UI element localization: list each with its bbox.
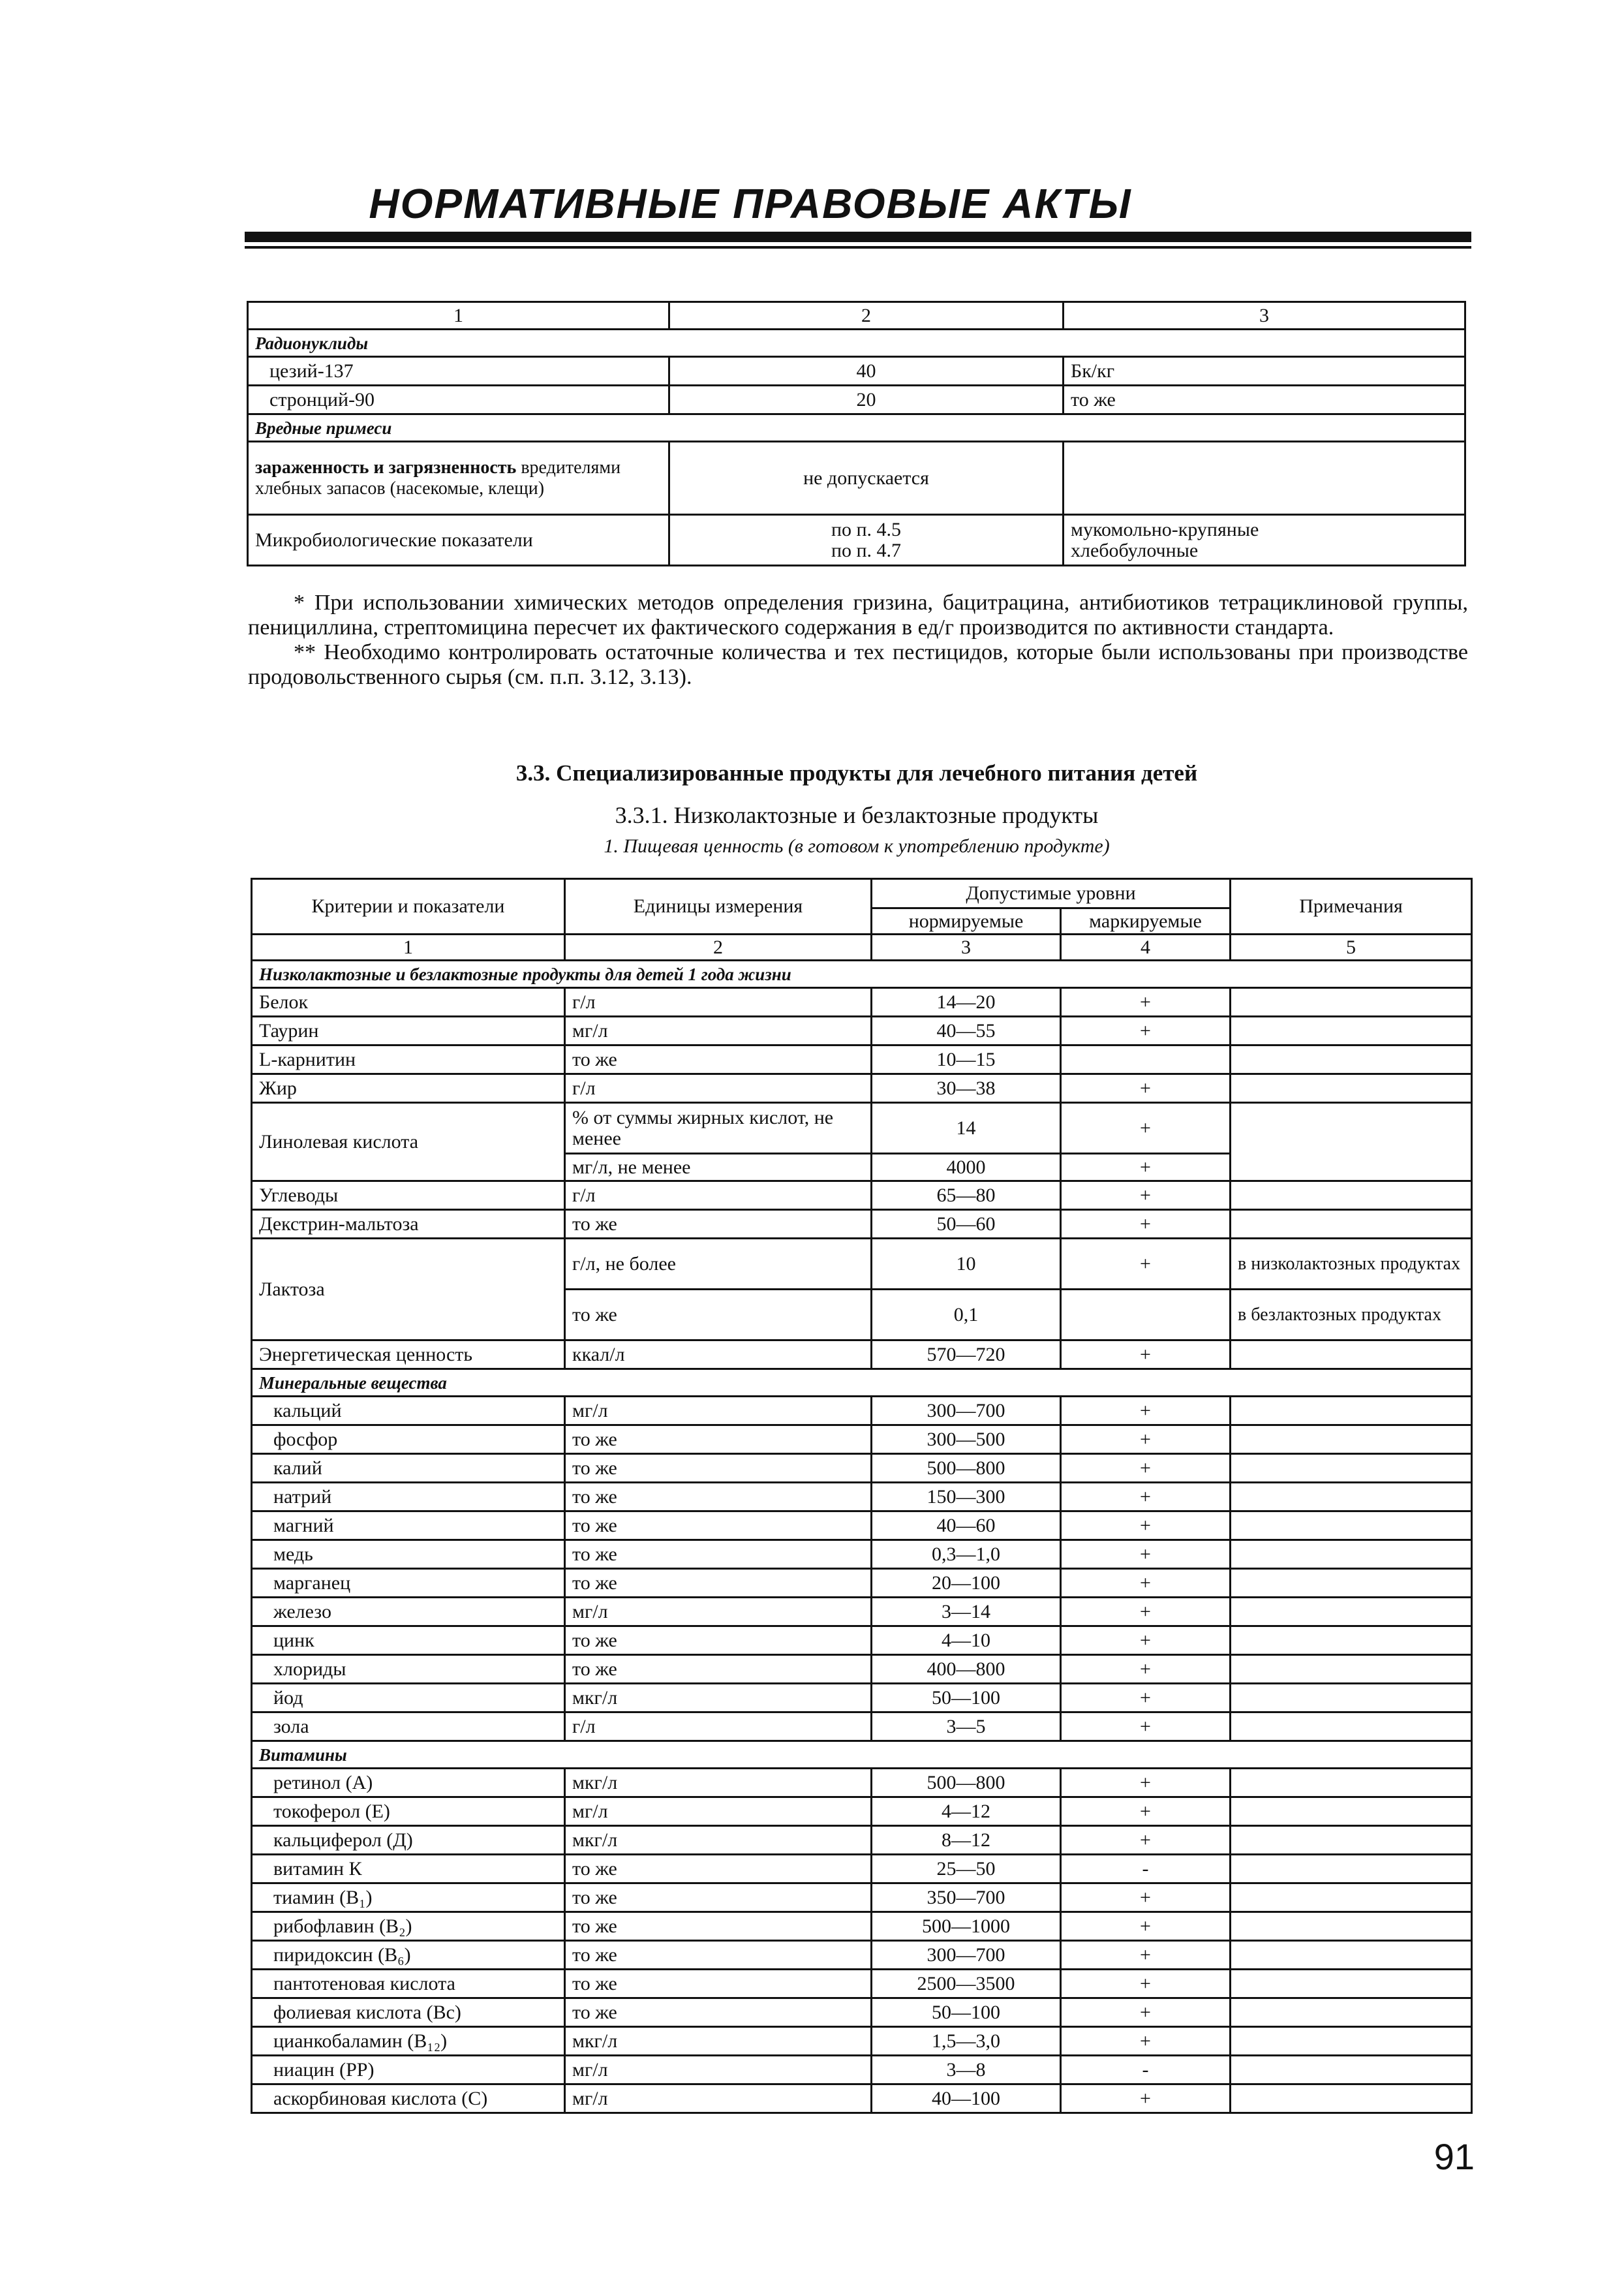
- table-cell: магний: [252, 1511, 565, 1540]
- section-row: [248, 414, 1465, 442]
- table-cell: г/л: [565, 988, 872, 1017]
- table-cell: [1231, 1912, 1472, 1941]
- table-cell: 4—10: [872, 1626, 1061, 1655]
- header-rule: [245, 232, 1471, 242]
- table-cell: 30—38: [872, 1074, 1061, 1103]
- table-cell: токоферол (Е): [252, 1797, 565, 1826]
- table-cell: % от суммы жирных кислот, не менее: [565, 1103, 872, 1154]
- table-cell: [1231, 1970, 1472, 1998]
- table-cell: 4—12: [872, 1797, 1061, 1826]
- page-header-title: НОРМАТИВНЫЕ ПРАВОВЫЕ АКТЫ: [369, 180, 1132, 227]
- table-cell: [1231, 1454, 1472, 1483]
- table-cell: +: [1061, 1797, 1231, 1826]
- table-cell: то же: [565, 1210, 872, 1239]
- footnotes: [248, 591, 1468, 690]
- table-cell: хлориды: [252, 1655, 565, 1684]
- table-row: [252, 1769, 1472, 1797]
- table-cell: 3: [872, 935, 1061, 961]
- table-cell: ккал/л: [565, 1340, 872, 1369]
- table-row: [248, 515, 1465, 566]
- table-cell: +: [1061, 1998, 1231, 2027]
- table-cell: цезий-137: [248, 357, 669, 386]
- table-row: [252, 1397, 1472, 1425]
- table-row: [252, 1210, 1472, 1239]
- table-row: [252, 1655, 1472, 1684]
- table-cell: [1231, 1210, 1472, 1239]
- table-cell: калий: [252, 1454, 565, 1483]
- table-cell: кальций: [252, 1397, 565, 1425]
- section-title: 3.3. Специализированные продукты для лечебного питания детей: [515, 760, 1198, 786]
- table-cell: стронций-90: [248, 386, 669, 414]
- section-heading: Низколактозные и безлактозные продукты для детей 1 года жизни: [252, 961, 1472, 988]
- table-cell: +: [1061, 1340, 1231, 1369]
- table-row: [252, 935, 1472, 961]
- table-cell: [1231, 1397, 1472, 1425]
- table-cell: 20: [669, 386, 1064, 414]
- table-cell: +: [1061, 1017, 1231, 1045]
- table-caption: 1. Пищевая ценность (в готовом к употреблению продукте): [604, 835, 1110, 857]
- table-cell: [1231, 1655, 1472, 1684]
- table-cell: Лактоза: [252, 1239, 565, 1340]
- table-cell: мг/л, не менее: [565, 1154, 872, 1181]
- table-cell: 500—800: [872, 1769, 1061, 1797]
- table-row: [252, 2084, 1472, 2113]
- table-cell: +: [1061, 1239, 1231, 1290]
- table-cell: +: [1061, 1511, 1231, 1540]
- table-cell: мг/л: [565, 1598, 872, 1626]
- table-cell: Энергетическая ценность: [252, 1340, 565, 1369]
- table-cell: [1231, 1074, 1472, 1103]
- table-cell: 500—1000: [872, 1912, 1061, 1941]
- header-cell: нормируемые: [872, 908, 1061, 935]
- table-cell: 25—50: [872, 1855, 1061, 1883]
- table-row: [248, 302, 1465, 330]
- table-cell: цианкобаламин (B₁₂): [252, 2027, 565, 2056]
- footnote: ** Необходимо контролировать остаточные количества и тех пестицидов, которые были использованы при производстве продовольственного сырья (см. п.п. 3.12, 3.13).: [248, 640, 1468, 689]
- table-cell: то же: [1064, 386, 1465, 414]
- table-cell: 500—800: [872, 1454, 1061, 1483]
- contaminants-table: [247, 301, 1466, 566]
- table-row: [252, 2056, 1472, 2084]
- table-cell: не допускается: [669, 442, 1064, 515]
- table-cell: +: [1061, 1626, 1231, 1655]
- header-cell: Примечания: [1231, 879, 1472, 935]
- table-cell: 570—720: [872, 1340, 1061, 1369]
- table-cell: 5: [1231, 935, 1472, 961]
- table-cell: [1231, 1598, 1472, 1626]
- table-row: [252, 1425, 1472, 1454]
- table-cell: Жир: [252, 1074, 565, 1103]
- table-row: [252, 1045, 1472, 1074]
- header-cell: Допустимые уровни: [872, 879, 1231, 908]
- table-cell: 1: [248, 302, 669, 330]
- table-cell: то же: [565, 1970, 872, 1998]
- table-cell: 3—8: [872, 2056, 1061, 2084]
- table-cell: [1231, 1626, 1472, 1655]
- table-cell: то же: [565, 1511, 872, 1540]
- table-row: [252, 1797, 1472, 1826]
- table-cell: марганец: [252, 1569, 565, 1598]
- table-row: [252, 1074, 1472, 1103]
- table-cell: то же: [565, 1998, 872, 2027]
- header-rule-thin: [245, 246, 1471, 249]
- table-cell: +: [1061, 1684, 1231, 1712]
- table-cell: 40: [669, 357, 1064, 386]
- table-cell: +: [1061, 1454, 1231, 1483]
- table-cell: [1231, 1998, 1472, 2027]
- table-cell: +: [1061, 1826, 1231, 1855]
- table-cell: по п. 4.5 по п. 4.7: [669, 515, 1064, 566]
- table-cell: -: [1061, 1855, 1231, 1883]
- table-cell: 50—60: [872, 1210, 1061, 1239]
- table-cell: мг/л: [565, 2084, 872, 2113]
- table-cell: 50—100: [872, 1998, 1061, 2027]
- table-row: [252, 1239, 1472, 1290]
- table-cell: +: [1061, 1712, 1231, 1741]
- table-cell: [1231, 1045, 1472, 1074]
- header-cell: Единицы измерения: [565, 879, 872, 935]
- table-cell: 1: [252, 935, 565, 961]
- table-cell: +: [1061, 1769, 1231, 1797]
- table-cell: [1061, 1045, 1231, 1074]
- table-cell: 2500—3500: [872, 1970, 1061, 1998]
- table-cell: в низколактозных продуктах: [1231, 1239, 1472, 1290]
- table-cell: 4: [1061, 935, 1231, 961]
- section-heading: Минеральные вещества: [252, 1369, 1472, 1397]
- table-row: [252, 1103, 1472, 1154]
- table-cell: Линолевая кислота: [252, 1103, 565, 1181]
- table-cell: +: [1061, 1655, 1231, 1684]
- table-cell: то же: [565, 1912, 872, 1941]
- table-row: [252, 1598, 1472, 1626]
- section-heading: Вредные примеси: [248, 414, 1465, 442]
- table-cell: 2: [565, 935, 872, 961]
- table-cell: 3: [1064, 302, 1465, 330]
- table-cell: Бк/кг: [1064, 357, 1465, 386]
- table-cell: фолиевая кислота (Вс): [252, 1998, 565, 2027]
- table-cell: 50—100: [872, 1684, 1061, 1712]
- table-cell: мг/л: [565, 1017, 872, 1045]
- table-cell: пиридоксин (B₆): [252, 1941, 565, 1970]
- table-row: [252, 1483, 1472, 1511]
- table-cell: [1231, 1340, 1472, 1369]
- table-cell: [1231, 988, 1472, 1017]
- table-cell: мг/л: [565, 1397, 872, 1425]
- table-cell: [1231, 1540, 1472, 1569]
- table-cell: [1231, 1103, 1472, 1181]
- table-cell: 8—12: [872, 1826, 1061, 1855]
- table-cell: [1231, 2027, 1472, 2056]
- table-cell: кальциферол (Д): [252, 1826, 565, 1855]
- table-cell: +: [1061, 2084, 1231, 2113]
- table-cell: +: [1061, 988, 1231, 1017]
- table-cell: медь: [252, 1540, 565, 1569]
- table-cell: [1064, 442, 1465, 515]
- section-row: [248, 330, 1465, 357]
- table-cell: Декстрин-мальтоза: [252, 1210, 565, 1239]
- table-cell: то же: [565, 1626, 872, 1655]
- section-row: [252, 1741, 1472, 1769]
- table-row: [252, 1826, 1472, 1855]
- table-cell: мг/л: [565, 2056, 872, 2084]
- table-cell: [1231, 1797, 1472, 1826]
- header-cell: Критерии и показатели: [252, 879, 565, 935]
- table-row: [252, 1941, 1472, 1970]
- table-cell: ниацин (РР): [252, 2056, 565, 2084]
- table-cell: то же: [565, 1855, 872, 1883]
- table-cell: зола: [252, 1712, 565, 1741]
- table-cell: [1231, 1826, 1472, 1855]
- table-cell: 14—20: [872, 988, 1061, 1017]
- table-cell: +: [1061, 1941, 1231, 1970]
- table-cell: то же: [565, 1655, 872, 1684]
- table-cell: 1,5—3,0: [872, 2027, 1061, 2056]
- table-row: [252, 1998, 1472, 2027]
- table-row: [248, 357, 1465, 386]
- table-cell: [1061, 1290, 1231, 1340]
- table-cell: +: [1061, 1154, 1231, 1181]
- table-cell: +: [1061, 1425, 1231, 1454]
- table-row: [252, 1883, 1472, 1912]
- table-row: [252, 1181, 1472, 1210]
- table-cell: 40—55: [872, 1017, 1061, 1045]
- table-row: [252, 1569, 1472, 1598]
- footnote: * При использовании химических методов определения гризина, бацитрацина, антибиотиков тетрациклиновой группы, пенициллина, стрептомицина пересчет их фактического содержания в ед/г производится по активности стандарта.: [248, 591, 1468, 640]
- table-cell: Микробиологические показатели: [248, 515, 669, 566]
- table-cell: 300—500: [872, 1425, 1061, 1454]
- table-cell: рибофлавин (B₂): [252, 1912, 565, 1941]
- table-cell: натрий: [252, 1483, 565, 1511]
- table-cell: 150—300: [872, 1483, 1061, 1511]
- table-cell: мукомольно-крупяные хлебобулочные: [1064, 515, 1465, 566]
- table-cell: то же: [565, 1483, 872, 1511]
- table-row: [252, 1340, 1472, 1369]
- table-cell: то же: [565, 1425, 872, 1454]
- section-heading: Радионуклиды: [248, 330, 1465, 357]
- table-cell: [1231, 1684, 1472, 1712]
- subsection-title: 3.3.1. Низколактозные и безлактозные продукты: [615, 802, 1099, 828]
- page-number: 91: [1433, 2136, 1475, 2177]
- table-cell: Углеводы: [252, 1181, 565, 1210]
- table-cell: 20—100: [872, 1569, 1061, 1598]
- table-cell: Таурин: [252, 1017, 565, 1045]
- table-cell: +: [1061, 1540, 1231, 1569]
- table-cell: 14: [872, 1103, 1061, 1154]
- table-cell: то же: [565, 1569, 872, 1598]
- table-cell: 400—800: [872, 1655, 1061, 1684]
- table-cell: г/л: [565, 1074, 872, 1103]
- table-row: [252, 1017, 1472, 1045]
- table-cell: +: [1061, 1210, 1231, 1239]
- table-row: [252, 1970, 1472, 1998]
- table-row: [252, 1712, 1472, 1741]
- table-cell: фосфор: [252, 1425, 565, 1454]
- table-cell: г/л: [565, 1181, 872, 1210]
- table-cell: [1231, 1855, 1472, 1883]
- table-row: [252, 1912, 1472, 1941]
- table-cell: +: [1061, 1483, 1231, 1511]
- table-row: [252, 1540, 1472, 1569]
- section-heading: Витамины: [252, 1741, 1472, 1769]
- table-cell: пантотеновая кислота: [252, 1970, 565, 1998]
- table-row: [252, 1511, 1472, 1540]
- table-cell: ретинол (А): [252, 1769, 565, 1797]
- table-cell: [1231, 1181, 1472, 1210]
- table-row: [252, 1684, 1472, 1712]
- table-cell: 40—100: [872, 2084, 1061, 2113]
- section-row: [252, 1369, 1472, 1397]
- table-cell: г/л, не более: [565, 1239, 872, 1290]
- table-row: [252, 2027, 1472, 2056]
- section-row: [252, 961, 1472, 988]
- table-cell: аскорбиновая кислота (С): [252, 2084, 565, 2113]
- table-cell: йод: [252, 1684, 565, 1712]
- table-cell: мкг/л: [565, 1684, 872, 1712]
- table-cell: 10—15: [872, 1045, 1061, 1074]
- table-cell: 300—700: [872, 1941, 1061, 1970]
- table-cell: [1231, 1483, 1472, 1511]
- table-cell: 3—14: [872, 1598, 1061, 1626]
- table-row: [252, 988, 1472, 1017]
- header-cell: маркируемые: [1061, 908, 1231, 935]
- table-cell: 40—60: [872, 1511, 1061, 1540]
- table-cell: цинк: [252, 1626, 565, 1655]
- table-cell: [1231, 1883, 1472, 1912]
- table-cell: то же: [565, 1045, 872, 1074]
- table-cell: 0,1: [872, 1290, 1061, 1340]
- table-cell: [1231, 1569, 1472, 1598]
- table-cell: 3—5: [872, 1712, 1061, 1741]
- table-cell: в безлактозных продуктах: [1231, 1290, 1472, 1340]
- table-cell: +: [1061, 1181, 1231, 1210]
- table-cell: 10: [872, 1239, 1061, 1290]
- table-row: [248, 386, 1465, 414]
- table-cell: мкг/л: [565, 2027, 872, 2056]
- table-cell: [1231, 1712, 1472, 1741]
- table-row: [252, 1855, 1472, 1883]
- table-cell: 65—80: [872, 1181, 1061, 1210]
- table-cell: [1231, 1017, 1472, 1045]
- table-cell: 0,3—1,0: [872, 1540, 1061, 1569]
- table-cell: +: [1061, 1883, 1231, 1912]
- table-cell: Белок: [252, 988, 565, 1017]
- table-cell: +: [1061, 1970, 1231, 1998]
- table-cell: [1231, 1941, 1472, 1970]
- table-cell: железо: [252, 1598, 565, 1626]
- table-cell: [1231, 1769, 1472, 1797]
- table-cell: [1231, 1425, 1472, 1454]
- table-cell: [1231, 1511, 1472, 1540]
- table-row: [248, 442, 1465, 515]
- table-cell: мг/л: [565, 1797, 872, 1826]
- table-cell: +: [1061, 1569, 1231, 1598]
- table-row: [252, 1626, 1472, 1655]
- table-cell: +: [1061, 1397, 1231, 1425]
- table-cell: [1231, 2056, 1472, 2084]
- table-cell: то же: [565, 1454, 872, 1483]
- table-cell: +: [1061, 1598, 1231, 1626]
- table-cell: -: [1061, 2056, 1231, 2084]
- table-cell: [1231, 2084, 1472, 2113]
- table-cell: +: [1061, 1912, 1231, 1941]
- table-cell: мкг/л: [565, 1826, 872, 1855]
- table-cell: 350—700: [872, 1883, 1061, 1912]
- table-cell: то же: [565, 1290, 872, 1340]
- nutrition-table: [251, 878, 1473, 2114]
- table-cell: +: [1061, 1074, 1231, 1103]
- table-cell: 4000: [872, 1154, 1061, 1181]
- table-cell: +: [1061, 1103, 1231, 1154]
- table-cell: то же: [565, 1883, 872, 1912]
- table-cell: то же: [565, 1941, 872, 1970]
- table-cell: то же: [565, 1540, 872, 1569]
- table-row: [252, 1454, 1472, 1483]
- table-cell: тиамин (B₁): [252, 1883, 565, 1912]
- table-cell: г/л: [565, 1712, 872, 1741]
- table-cell: L-карнитин: [252, 1045, 565, 1074]
- table-cell: 2: [669, 302, 1064, 330]
- table-cell: зараженность и загрязненность вредителями хлебных запасов (насекомые, клещи): [248, 442, 669, 515]
- table-cell: 300—700: [872, 1397, 1061, 1425]
- table-cell: витамин К: [252, 1855, 565, 1883]
- header-row: [252, 879, 1472, 908]
- table-cell: мкг/л: [565, 1769, 872, 1797]
- table-cell: +: [1061, 2027, 1231, 2056]
